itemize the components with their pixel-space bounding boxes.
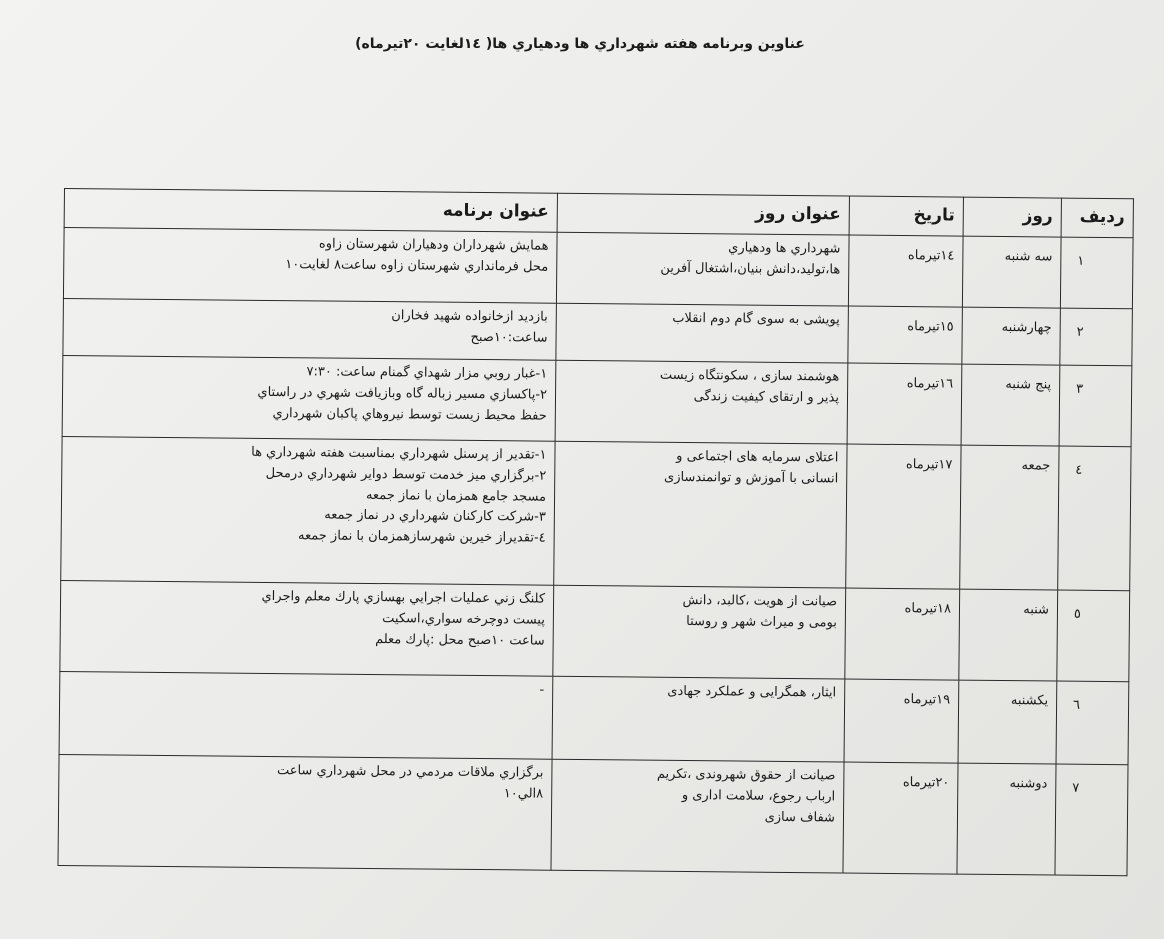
table-row — [60, 580, 1130, 681]
table-row — [59, 671, 1129, 764]
day-topic-cell: صیانت از هویت ،کالبد، دانش بومی و میراث شهر و روستا — [553, 585, 846, 679]
day-cell: دوشنبه — [957, 763, 1056, 875]
day-topic-cell: پویشی به سوی گام دوم انقلاب — [556, 303, 849, 363]
date-cell: ١٤تيرماه — [848, 235, 963, 307]
date-cell: ١٨تيرماه — [845, 588, 960, 680]
header-row-number: رديف — [1061, 198, 1133, 238]
row-number: ٧ — [1055, 764, 1128, 876]
program-cell: برگزاري ملاقات مردمي در محل شهرداري ساعت ٨الي١٠ — [58, 754, 552, 870]
header-day-topic: عنوان روز — [557, 193, 849, 235]
day-cell: پنج شنبه — [961, 364, 1060, 446]
date-cell: ٢٠تيرماه — [843, 762, 958, 874]
day-topic-cell: هوشمند سازی ، سکونتگاه زیست پذیر و ارتقای کیفیت زندگی — [555, 360, 848, 444]
day-cell: چهارشنبه — [962, 307, 1061, 365]
row-number: ٤ — [1058, 446, 1131, 591]
day-topic-cell: اعتلای سرمایه های اجتماعی و انسانی با آموزش و توانمندسازی — [554, 441, 847, 588]
header-date: تاريخ — [849, 196, 963, 236]
row-number: ٢ — [1060, 308, 1133, 366]
schedule-table — [57, 188, 1133, 876]
day-topic-cell: صیانت از حقوق شهروندی ،تکریم ارباب رجوع، سلامت اداری و شفاف سازی — [551, 759, 844, 873]
day-topic-cell: شهرداري ها ودهياري ها،توليد،دانش بنيان،اشتغال آفرين — [556, 232, 849, 306]
day-cell: جمعه — [960, 445, 1059, 590]
date-cell: ١٥تيرماه — [848, 306, 963, 364]
program-cell: - — [59, 671, 553, 759]
day-cell: سه شنبه — [962, 236, 1061, 308]
row-number: ٣ — [1059, 365, 1132, 447]
day-cell: يكشنبه — [958, 680, 1057, 764]
header-program: عنوان برنامه — [64, 189, 557, 233]
date-cell: ١٩تيرماه — [844, 679, 959, 763]
header-day: روز — [963, 197, 1061, 237]
row-number: ٥ — [1057, 590, 1130, 682]
table-row — [63, 298, 1132, 365]
program-cell: ١-تقدير از پرسنل شهرداري بمناسبت هفته شهرداري ها ٢-برگزاري ميز خدمت توسط دواير شهرداري درمحل مسجد جامع همزمان با نماز جمعه ٣-شركت كاركنان شهرداري در نماز جمعه ٤-تقديراز خيرين شهرسازهمزمان با نماز جمعه — [61, 436, 555, 585]
row-number: ١ — [1060, 237, 1133, 309]
document-title: عناوين وبرنامه هفته شهرداري ها ودهياري ها( ١٤لغايت ٢٠تيرماه) — [355, 36, 805, 52]
program-cell: ١-غبار روبي مزار شهداي گمنام ساعت: ٧:٣٠ ٢-پاكسازي مسير زباله گاه وبازيافت شهري در راستاي حفظ محيط زيست توسط نيروهاي پاكبان شهرداري — [62, 355, 556, 441]
date-cell: ١٦تيرماه — [847, 363, 962, 445]
program-cell: بازديد ازخانواده شهيد فخاران ساعت:١٠صبح — [63, 298, 557, 360]
day-cell: شنبه — [959, 589, 1058, 681]
date-cell: ١٧تيرماه — [846, 444, 961, 589]
table-row — [63, 228, 1133, 309]
program-cell: كلنگ زني عمليات اجرايي بهسازي پارك معلم واجراي پيست دوچرخه سواري،اسكيت ساعت ١٠صبح محل :پارك معلم — [60, 580, 554, 676]
table-row — [58, 754, 1128, 875]
program-cell: همايش شهرداران ودهياران شهرستان زاوه محل فرمانداري شهرستان زاوه ساعت٨ لغايت١٠ — [63, 228, 557, 304]
table-row — [61, 436, 1131, 590]
row-number: ٦ — [1056, 681, 1129, 765]
table-row — [62, 355, 1132, 446]
day-topic-cell: ایثار، همگرایی و عملکرد جهادی — [552, 676, 845, 762]
